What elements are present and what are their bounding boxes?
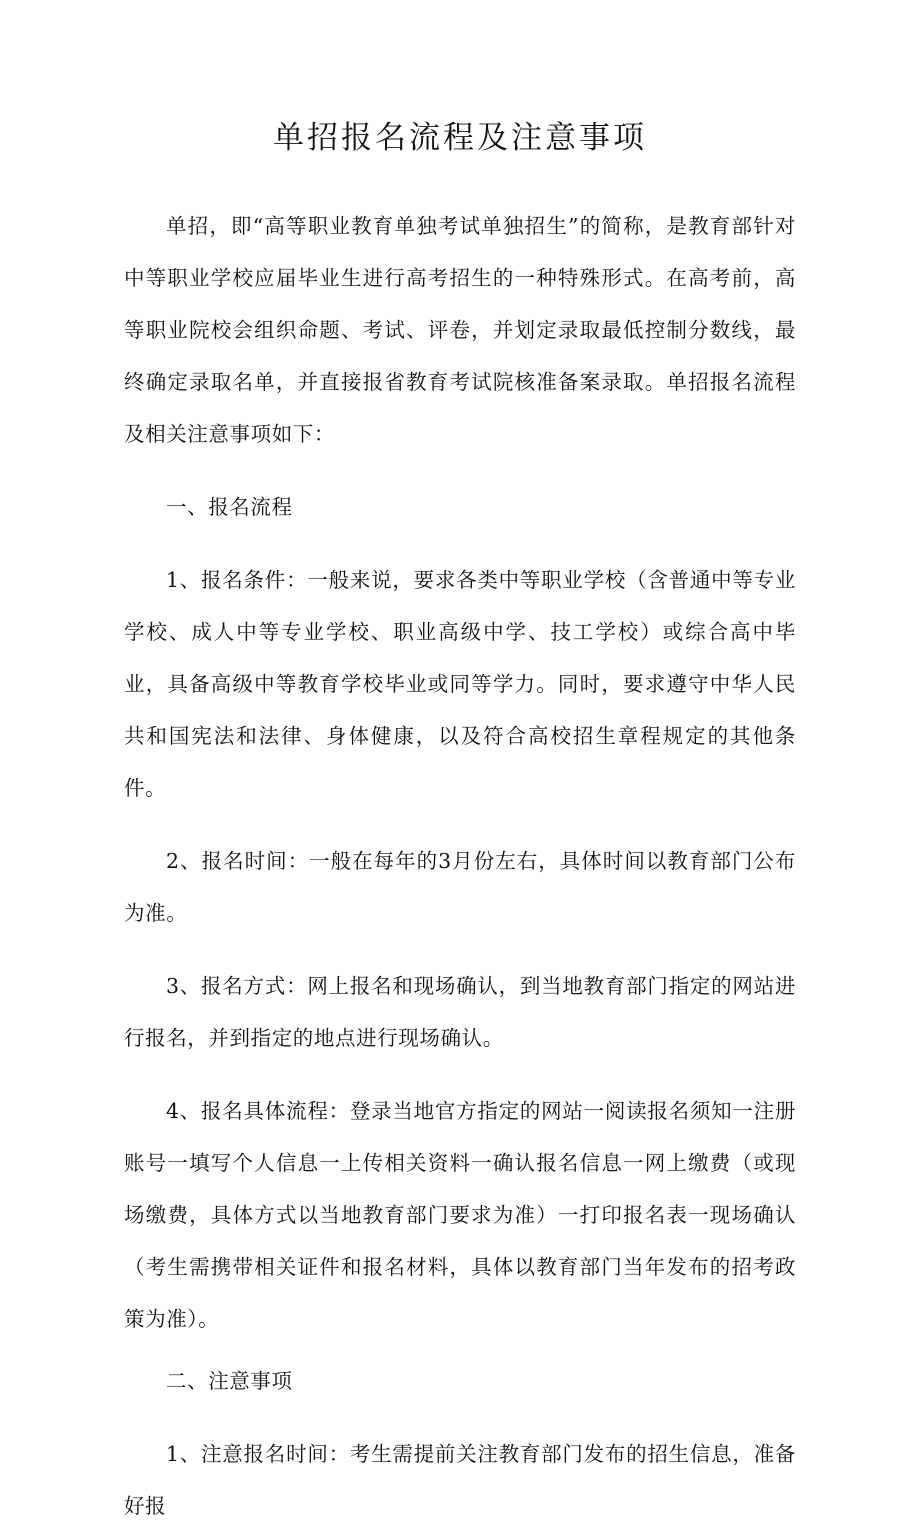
document-body [124, 200, 796, 1532]
registration-conditions-paragraph: 1、报名条件：一般来说，要求各类中等职业学校（含普通中等专业学校、成人中等专业学校、职业高级中学、技工学校）或综合高中毕业，具备高级中等教育学校毕业或同等学力。同时，要求遵守中华人民共和国宪法和法律、身体健康，以及符合高校招生章程规定的其他条件。 [124, 568, 796, 800]
intro-paragraph: 单招，即“高等职业教育单独考试单独招生”的简称，是教育部针对中等职业学校应届毕业生进行高考招生的一种特殊形式。在高考前，高等职业院校会组织命题、考试、评卷，并划定录取最低控制分数线，最终确定录取名单，并直接报省教育考试院核准备案录取。单招报名流程及相关注意事项如下： [124, 214, 796, 446]
registration-time-paragraph: 2、报名时间：一般在每年的3月份左右，具体时间以教育部门公布为准。 [124, 849, 796, 925]
section-heading-notes: 二、注意事项 [166, 1369, 293, 1393]
document-title: 单招报名流程及注意事项 [273, 120, 647, 156]
registration-steps-paragraph: 4、报名具体流程：登录当地官方指定的网站一阅读报名须知一注册账号一填写个人信息一上传相关资料一确认报名信息一网上缴费（或现场缴费，具体方式以当地教育部门要求为准）一打印报名表一现场确认（考生需携带相关证件和报名材料，具体以教育部门当年发布的招考政策为准）。 [124, 1099, 796, 1331]
section-heading-registration-process: 一、报名流程 [166, 495, 293, 519]
note-registration-time-paragraph: 1、注意报名时间：考生需提前关注教育部门发布的招生信息，准备好报 [124, 1442, 796, 1518]
registration-method-paragraph: 3、报名方式：网上报名和现场确认，到当地教育部门指定的网站进行报名，并到指定的地点进行现场确认。 [124, 974, 796, 1050]
